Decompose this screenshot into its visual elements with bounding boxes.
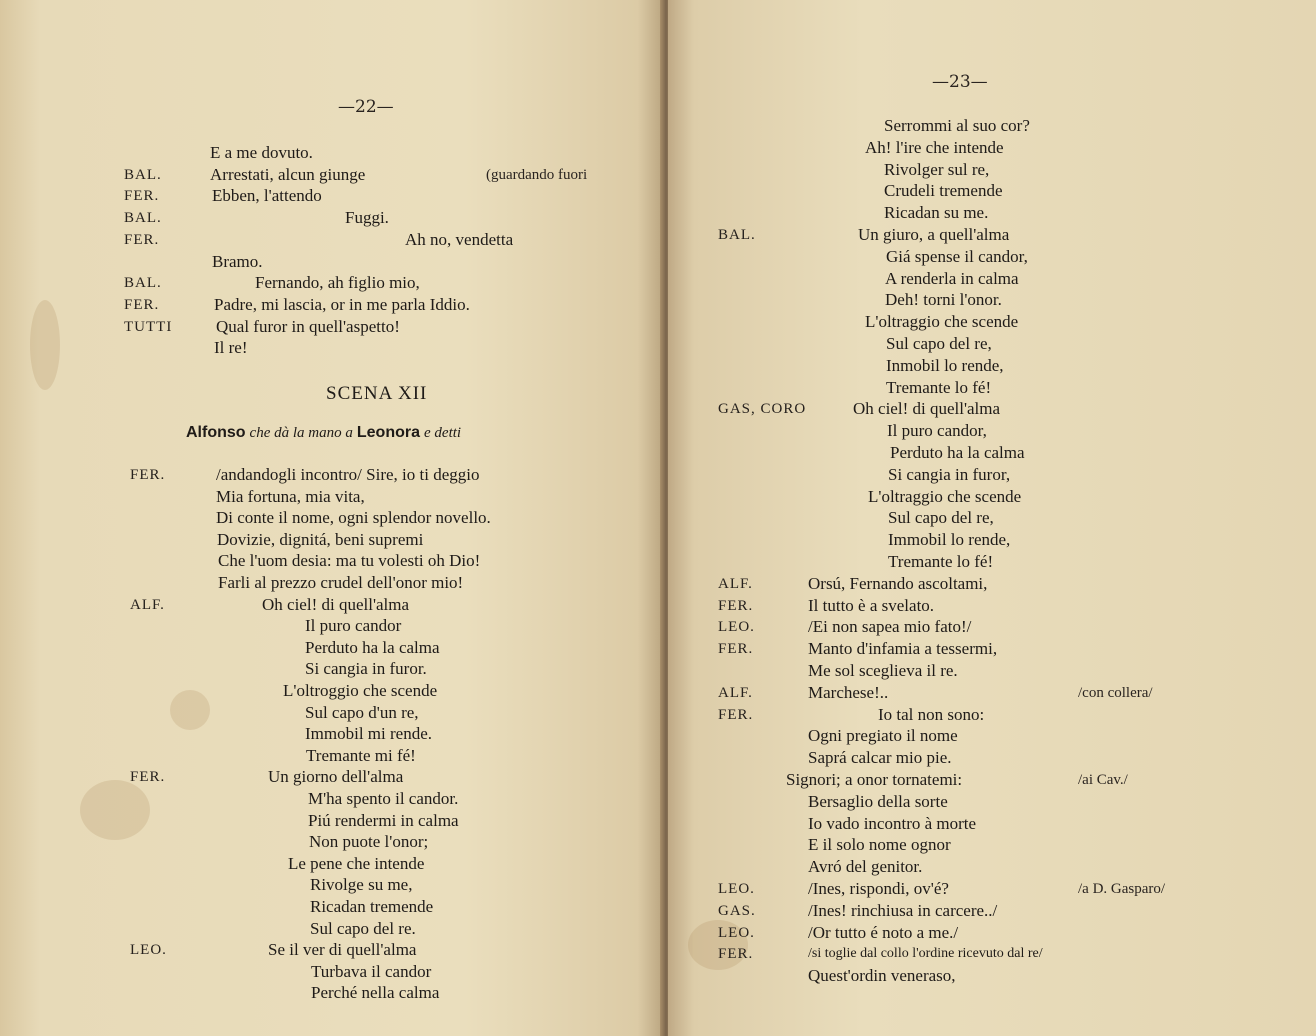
verse-line: Manto d'infamia a tessermi,: [808, 639, 998, 659]
verse-line: M'ha spento il candor.: [308, 789, 459, 808]
verse-line: Se il ver di quell'alma: [268, 940, 417, 960]
verse-line: /Ines, rispondi, ov'é?: [808, 879, 949, 898]
verse-line: Il puro candor: [305, 616, 402, 636]
speaker-label: FER.: [130, 769, 166, 786]
verse-line: Inmobil lo rende,: [886, 355, 1004, 375]
speaker-label: BAL.: [124, 275, 162, 292]
verse-line: Tremante mi fé!: [306, 745, 416, 765]
speaker-label: ALF.: [718, 684, 753, 701]
verse-line: Un giuro, a quell'alma: [858, 225, 1010, 244]
verse-line: Ah no, vendetta: [405, 229, 514, 249]
verse-line: /Ei non sapea mio fato!/: [808, 617, 972, 637]
verse-line: Deh! torni l'onor.: [885, 290, 1002, 310]
verse-line: Fernando, ah figlio mio,: [255, 273, 420, 293]
right-page: [668, 0, 1316, 1036]
speaker-label: BAL.: [124, 210, 162, 227]
verse-line: Ricadan su me.: [884, 203, 989, 223]
verse-line: Ricadan tremende: [310, 897, 434, 916]
speaker-label: FER.: [124, 296, 160, 313]
speaker-label: LEO.: [718, 881, 755, 897]
cast-direction-end: e detti: [424, 425, 462, 441]
stage-direction: /con collera/: [1078, 684, 1153, 701]
verse-line: Le pene che intende: [288, 853, 425, 873]
verse-line: Sul capo del re,: [886, 334, 992, 353]
verse-line: Signori; a onor tornatemi:: [786, 770, 963, 789]
speaker-label: LEO.: [130, 942, 167, 959]
verse-line: Avró del genitor.: [808, 857, 923, 877]
speaker-label: BAL.: [718, 227, 756, 243]
stage-direction: (guardando fuori: [486, 166, 588, 183]
speaker-label: FER.: [718, 597, 754, 614]
verse-line: Che l'uom desia: ma tu volesti oh Dio!: [218, 551, 481, 571]
verse-line: Sul capo del re,: [888, 508, 994, 528]
verse-line: Quest'ordin veneraso,: [808, 966, 956, 986]
verse-line: Bersaglio della sorte: [808, 791, 948, 811]
verse-line: Non puote l'onor;: [309, 832, 429, 852]
verse-line: Me sol sceglieva il re.: [808, 661, 958, 680]
verse-line: Perduto ha la calma: [305, 637, 440, 657]
cast-direction: che dà la mano a: [249, 425, 353, 441]
verse-line: Immobil lo rende,: [888, 530, 1011, 550]
page-number-23: —23—: [932, 72, 988, 92]
verse-line: Orsú, Fernando ascoltami,: [808, 573, 988, 593]
verse-line: Serrommi al suo cor?: [884, 116, 1030, 135]
verse-line: Fuggi.: [345, 208, 389, 228]
verse-line: Padre, mi lascia, or in me parla Iddio.: [214, 294, 470, 314]
speaker-label: FER.: [130, 467, 166, 483]
verse-line: /Or tutto é noto a me./: [808, 922, 959, 942]
speaker-label: GAS, CORO: [718, 401, 807, 418]
verse-line: E a me dovuto.: [210, 143, 313, 162]
verse-line: Io vado incontro à morte: [808, 813, 977, 833]
verse-line: Sul capo d'un re,: [305, 702, 419, 722]
verse-line: Bramo.: [212, 251, 263, 271]
verse-line: Ah! l'ire che intende: [865, 137, 1004, 157]
speaker-label: FER.: [124, 231, 160, 248]
verse-line: Il puro candor,: [887, 421, 987, 441]
verse-line: Qual furor in quell'aspetto!: [216, 316, 400, 336]
speaker-label: GAS.: [718, 902, 756, 919]
verse-line: Si cangia in furor,: [888, 464, 1011, 484]
verse-line: Un giorno dell'alma: [268, 767, 404, 787]
verse-line: Piú rendermi in calma: [308, 810, 459, 830]
verse-line: Farli al prezzo crudel dell'onor mio!: [218, 573, 464, 592]
verse-line: Rivolger sul re,: [884, 159, 990, 179]
verse-line: Immobil mi rende.: [305, 724, 433, 744]
verse-line: Perduto ha la calma: [890, 443, 1025, 462]
verse-line: Arrestati, alcun giunge: [210, 164, 366, 184]
speaker-label: FER.: [718, 706, 754, 723]
stage-direction: /a D. Gasparo/: [1078, 881, 1166, 897]
cast-name-alfonso: Alfonso: [186, 424, 246, 441]
scene-title: SCENA XII: [326, 383, 428, 404]
verse-line: Ogni pregiato il nome: [808, 726, 958, 746]
verse-line: Perché nella calma: [311, 983, 440, 1003]
verse-line: Mia fortuna, mia vita,: [216, 486, 365, 506]
verse-line: Saprá calcar mio pie.: [808, 748, 952, 768]
speaker-label: FER.: [718, 641, 754, 658]
speaker-label: LEO.: [718, 619, 755, 636]
speaker-label: FER.: [124, 188, 160, 205]
verse-line: L'oltroggio che scende: [283, 681, 438, 700]
speaker-label: FER.: [718, 946, 754, 963]
verse-line: Il tutto è a svelato.: [808, 595, 935, 615]
verse-line: Oh ciel! di quell'alma: [853, 399, 1001, 419]
verse-line: A renderla in calma: [885, 268, 1019, 288]
verse-line: L'oltraggio che scende: [868, 486, 1022, 506]
verse-line: /Ines! rinchiusa in carcere../: [808, 900, 998, 920]
cast-line: [186, 424, 461, 442]
verse-line: Tremante lo fé!: [886, 377, 992, 397]
cast-name-leonora: Leonora: [356, 424, 420, 441]
verse-line: Sul capo del re.: [310, 918, 416, 938]
speaker-label: LEO.: [718, 924, 755, 941]
speaker-label: BAL.: [124, 166, 162, 183]
verse-line: Oh ciel! di quell'alma: [262, 594, 410, 614]
verse-line: Io tal non sono:: [878, 704, 985, 724]
verse-line: Di conte il nome, ogni splendor novello.: [216, 508, 491, 528]
speaker-label: ALF.: [130, 596, 165, 613]
verse-line: L'oltraggio che scende: [865, 312, 1019, 332]
verse-line: Ebben, l'attendo: [212, 186, 322, 206]
verse-line: /si toglie dal collo l'ordine ricevuto dal re/: [808, 946, 1043, 962]
verse-line: Crudeli tremende: [884, 181, 1003, 201]
verse-line: Il re!: [214, 338, 248, 358]
verse-line: Si cangia in furor.: [305, 659, 427, 679]
verse-line: Turbava il candor: [311, 961, 432, 981]
verse-line: Tremante lo fé!: [888, 552, 994, 571]
verse-line: /andandogli incontro/ Sire, io ti deggio: [216, 465, 480, 484]
stage-direction: /ai Cav./: [1078, 772, 1128, 788]
verse-line: Giá spense il candor,: [886, 246, 1028, 266]
verse-line: Marchese!..: [808, 682, 889, 702]
page-number-22: —22—: [338, 97, 394, 117]
speaker-label: ALF.: [718, 575, 753, 592]
verse-line: Dovizie, dignitá, beni supremi: [217, 529, 424, 549]
verse-line: E il solo nome ognor: [808, 835, 951, 855]
verse-line: Rivolge su me,: [310, 875, 413, 895]
speaker-label: TUTTI: [124, 318, 173, 335]
